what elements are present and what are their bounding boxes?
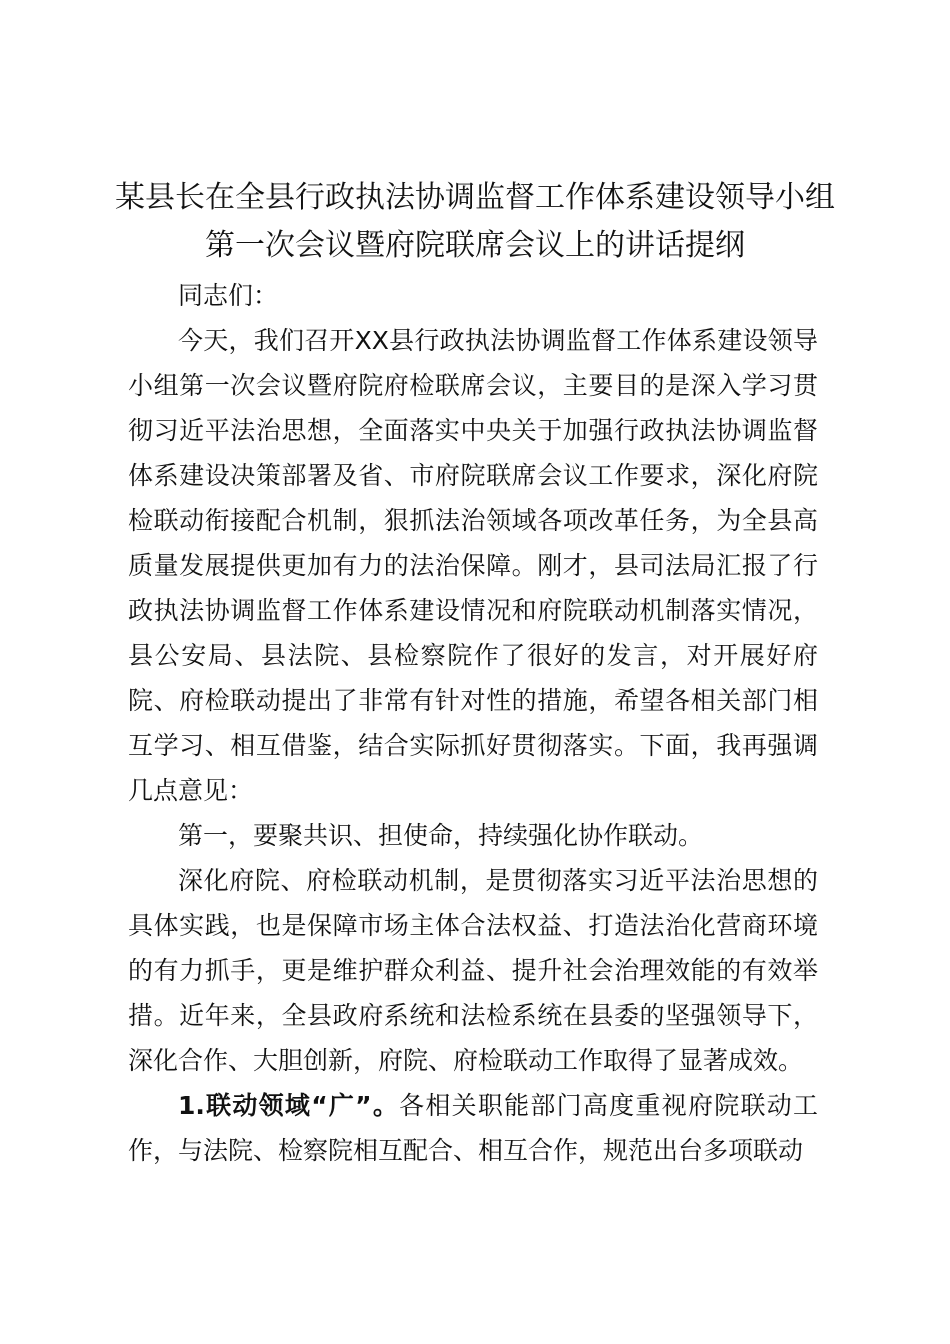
section-heading-first: 第一，要聚共识、担使命，持续强化协作联动。	[178, 821, 704, 850]
document-title-line-1: 某县长在全县行政执法协调监督工作体系建设领导小组	[115, 180, 835, 215]
point-1-heading: 1.联动领域“广”。	[178, 1091, 400, 1120]
paragraph-point-1	[128, 1083, 818, 1173]
document-body	[128, 273, 818, 1173]
point-1-text: 各相关职能部门高度重视府院联动工作，与法院、检察院相互配合、相互合作，规范出台多项联动	[128, 1091, 818, 1165]
paragraph-first-section: 深化府院、府检联动机制，是贯彻落实习近平法治思想的具体实践，也是保障市场主体合法权益、打造法治化营商环境的有力抓手，更是维护群众利益、提升社会治理效能的有效举措。近年来，全县政府系统和法检系统在县委的坚强领导下，深化合作、大胆创新，府院、府检联动工作取得了显著成效。	[128, 866, 818, 1075]
salutation: 同志们：	[178, 281, 279, 310]
paragraph-intro: 今天，我们召开XX县行政执法协调监督工作体系建设领导小组第一次会议暨府院府检联席会议，主要目的是深入学习贯彻习近平法治思想，全面落实中央关于加强行政执法协调监督体系建设决策部署及省、市府院联席会议工作要求，深化府院检联动衔接配合机制，狠抓法治领域各项改革任务，为全县高质量发展提供更加有力的法治保障。刚才，县司法局汇报了行政执法协调监督工作体系建设情况和府院联动机制落实情况，县公安局、县法院、县检察院作了很好的发言，对开展好府院、府检联动提出了非常有针对性的措施，希望各相关部门相互学习、相互借鉴，结合实际抓好贯彻落实。下面，我再强调几点意见：	[128, 326, 818, 805]
document-title-line-2: 第一次会议暨府院联席会议上的讲话提纲	[205, 228, 745, 263]
